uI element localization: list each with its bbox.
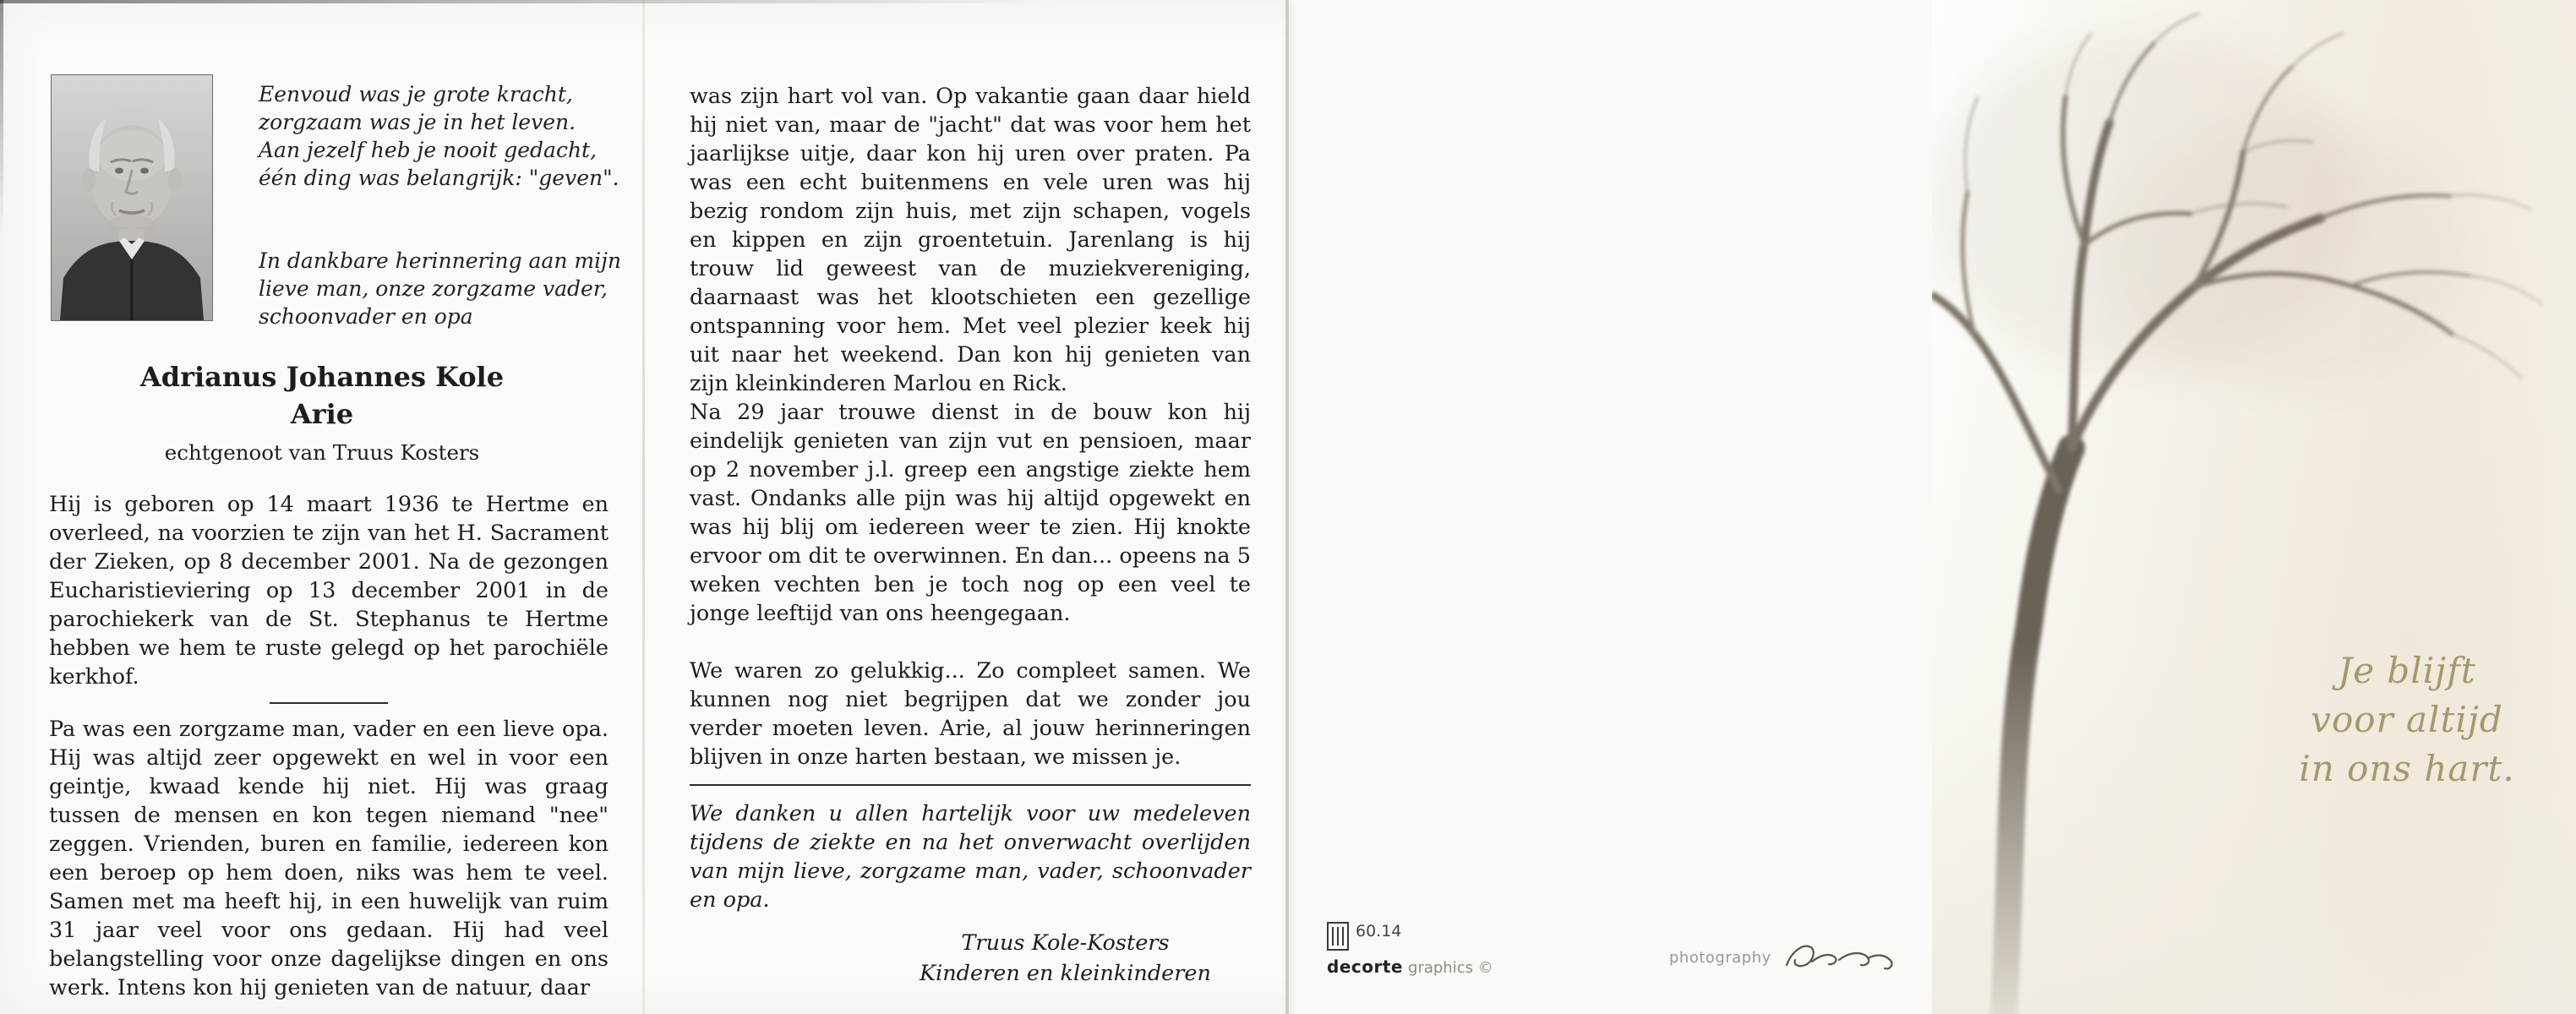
- photographer-signature-icon: [1780, 936, 1898, 979]
- fold-crease: [642, 0, 645, 1014]
- print-code: 60.14: [1356, 922, 1402, 940]
- dedication-line: schoonvader en opa: [259, 304, 473, 329]
- acknowledgement-text: We danken u allen hartelijk voor uw medeleven tijdens de ziekte en na het onverwacht overlijden van mijn lieve, zorgzame man, vader, schoonvader en opa.: [690, 801, 1251, 913]
- dedication-line: In dankbare herinnering aan mijn: [259, 248, 621, 273]
- spouse-line: echtgenoot van Truus Kosters: [164, 440, 480, 465]
- section-divider: [690, 784, 1251, 786]
- printer-credit: [1327, 922, 1493, 977]
- biography-column-2: [690, 82, 1251, 989]
- photography-credit: [1669, 936, 1898, 979]
- biography-paragraph: Na 29 jaar trouwe dienst in de bouw kon hij eindelijk genieten van zijn vut en pensioen, maar op 2 november j.l. greep een angstige ziekte hem vast. Ondanks alle pijn was hij altijd opgewekt en was hij blij om iedereen weer te zien. Hij knokte ervoor om dit te overwinnen. En dan... opeens na 5 weken vechten ben je toch nog op een veel te jonge leeftijd van ons heengegaan.: [690, 400, 1251, 626]
- printer-brand: [1327, 957, 1493, 977]
- cover-quote: [2284, 646, 2530, 793]
- biography-paragraph: was zijn hart vol van. Op vakantie gaan daar hield hij niet van, maar de "jacht" dat was voor hem het jaarlijkse uitje, daar kon hij uren over praten. Pa was een echt buitenmens en vele uren was hij bezig rondom zijn huis, met zijn schapen, vogels en kippen en zijn groentetuin. Jarenlang is hij trouw lid geweest van de muziekvereniging, daarnaast was het klootschieten een gezellige ontspanning voor hem. Met veel plezier keek hij uit naar het weekend. Dan kon hij genieten van zijn kleinkinderen Marlou en Rick.: [690, 84, 1251, 396]
- signature-family: Kinderen en kleinkinderen: [920, 961, 1211, 986]
- quote-line: Je blijft: [2338, 650, 2476, 691]
- poem-line: één ding was belangrijk: "geven".: [259, 166, 619, 190]
- deceased-full-name: Adrianus Johannes Kole: [139, 361, 505, 393]
- decorte-logo-icon: [1327, 922, 1349, 955]
- portrait-illustration: [52, 75, 212, 320]
- farewell-paragraph: We waren zo gelukkig... Zo compleet samen. We kunnen nog niet begrijpen dat we zonder jou verder moeten leven. Arie, al jouw herinneringen blijven in onze harten bestaan, we missen je.: [690, 658, 1251, 770]
- scan-artifact: [0, 0, 3, 237]
- brand-suffix: graphics ©: [1408, 959, 1493, 977]
- dedication-line: lieve man, onze zorgzame vader,: [259, 276, 609, 301]
- quote-line: voor altijd: [2311, 699, 2503, 740]
- photography-label: photography: [1669, 948, 1771, 967]
- biography-paragraph: Hij is geboren op 14 maart 1936 te Hertme en overleed, na voorzien te zijn van het H. Sacrament der Zieken, op 8 december 2001. Na de gezongen Eucharistieviering op 13 december 2001 in de parochiekerk van de St. Stephanus te Hertme hebben we hem te ruste gelegd op het parochiële kerkhof.: [49, 492, 609, 690]
- panel-cover-photo: [1932, 0, 2576, 1014]
- biography-paragraph: Pa was een zorgzame man, vader en een lieve opa. Hij was altijd zeer opgewekt en wel in voor een geintje, kwaad kende hij niet. Hij was graag tussen de mensen en kon tegen niemand "nee" zeggen. Vrienden, buren en familie, iedereen kon een beroep op hem doen, niks was hem te veel. Samen met ma heeft hij, in een huwelijk van ruim 31 jaar veel voor ons gedaan. Hij had veel belangstelling voor onze dagelijkse dingen en ons werk. Intens kon hij genieten van de natuur, daar: [49, 717, 609, 1000]
- portrait-photo: [51, 74, 213, 321]
- fold-crease-center: [1285, 0, 1289, 1014]
- deceased-nickname: Arie: [290, 398, 354, 430]
- brand-name: decorte: [1327, 957, 1403, 977]
- poem-line: zorgzaam was je in het leven.: [259, 110, 576, 134]
- family-signature: [690, 928, 1251, 989]
- scan-artifact: [0, 0, 1056, 3]
- poem-line: Aan jezelf heb je nooit gedacht,: [259, 138, 598, 162]
- poem-line: Eenvoud was je grote kracht,: [259, 82, 573, 106]
- deceased-name-block: [0, 358, 644, 465]
- section-divider: [270, 702, 388, 704]
- panel-blank-back: [1288, 0, 1932, 1014]
- signature-name: Truus Kole-Kosters: [961, 930, 1170, 956]
- quote-line: in ons hart.: [2299, 748, 2515, 789]
- panel-intro: [0, 0, 644, 1014]
- misty-tree-photo: [1932, 0, 2576, 1014]
- panel-continuation: [644, 0, 1288, 1014]
- opening-poem: [259, 80, 619, 192]
- dedication-text: [259, 247, 621, 330]
- biography-column-1: [49, 490, 609, 1002]
